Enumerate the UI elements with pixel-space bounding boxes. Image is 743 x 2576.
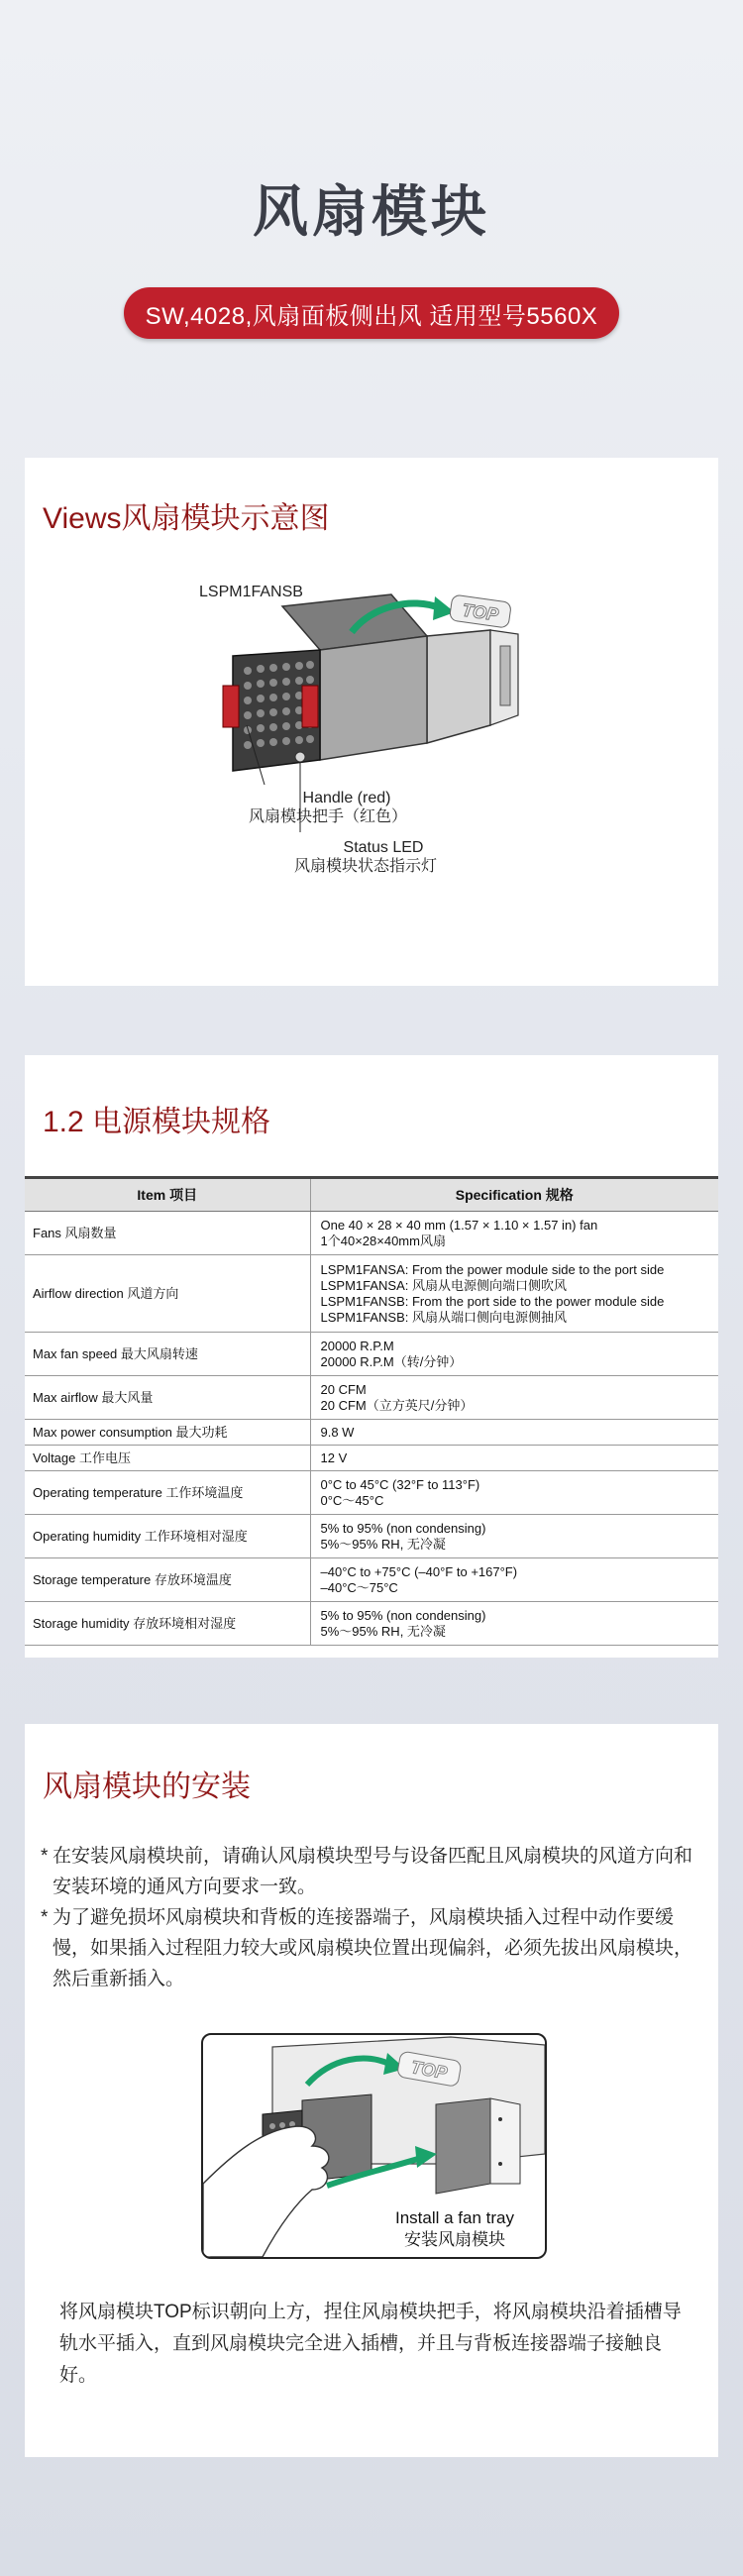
install-note-2 — [41, 1902, 694, 1994]
spec-section-title: 1.2 电源模块规格 — [43, 1106, 271, 1138]
table-row — [25, 1212, 718, 1255]
table-row — [25, 1255, 718, 1333]
row-spec: 9.8 W — [310, 1420, 718, 1446]
table-row — [25, 1558, 718, 1602]
column-header-item: Item 项目 — [25, 1178, 310, 1212]
install-note-1 — [41, 1841, 694, 1902]
row-item: Storage humidity 存放环境相对湿度 — [25, 1602, 310, 1646]
handle-label-en: Handle (red) — [302, 790, 391, 806]
handle-label — [249, 789, 408, 826]
page-title: 风扇模块 — [253, 180, 490, 243]
row-spec: –40°C to +75°C (–40°F to +167°F) –40°C～75°C — [310, 1558, 718, 1602]
row-item: Operating temperature 工作环境温度 — [25, 1471, 310, 1515]
status-led-label-en: Status LED — [343, 839, 424, 856]
row-spec: 20000 R.P.M 20000 R.P.M（转/分钟） — [310, 1333, 718, 1376]
install-top-label: TOP — [409, 2057, 449, 2084]
install-paragraph: 将风扇模块TOP标识朝向上方，捏住风扇模块把手，将风扇模块沿着插槽导轨水平插入，直到风扇模块完全进入插槽，并且与背板连接器端子接触良好。 — [59, 2302, 682, 2386]
status-led-label-cn: 风扇模块状态指示灯 — [294, 858, 438, 875]
row-item: Storage temperature 存放环境温度 — [25, 1558, 310, 1602]
hand-icon — [203, 2126, 329, 2257]
row-spec: 0°C to 45°C (32°F to 113°F) 0°C～45°C — [310, 1471, 718, 1515]
table-row — [25, 1376, 718, 1420]
spec-table — [25, 1176, 718, 1646]
row-spec: One 40 × 28 × 40 mm (1.57 × 1.10 × 1.57 in) fan 1个40×28×40mm风扇 — [310, 1212, 718, 1255]
table-row — [25, 1420, 718, 1446]
note-text: 在安装风扇模块前，请确认风扇模块型号与设备匹配且风扇模块的风道方向和安装环境的通风方向要求一致。 — [53, 1846, 693, 1897]
row-item: Voltage 工作电压 — [25, 1446, 310, 1471]
note-star: * — [41, 1907, 49, 1928]
install-card — [25, 1724, 718, 2457]
spec-card — [25, 1055, 718, 1658]
views-card — [25, 458, 718, 986]
note-star: * — [41, 1846, 49, 1867]
top-label: TOP — [461, 599, 500, 625]
subtitle-badge: SW,4028,风扇面板侧出风 适用型号5560X — [124, 287, 619, 339]
row-spec: 20 CFM 20 CFM（立方英尺/分钟） — [310, 1376, 718, 1420]
table-row — [25, 1333, 718, 1376]
table-row — [25, 1446, 718, 1471]
row-item: Max power consumption 最大功耗 — [25, 1420, 310, 1446]
row-item: Airflow direction 风道方向 — [25, 1255, 310, 1333]
status-led-label — [294, 838, 438, 876]
row-item: Operating humidity 工作环境相对湿度 — [25, 1515, 310, 1558]
install-caption-en: Install a fan tray — [395, 2208, 515, 2227]
row-item: Max airflow 最大风量 — [25, 1376, 310, 1420]
install-section-title: 风扇模块的安装 — [43, 1771, 251, 1803]
fan-module-diagram — [199, 577, 560, 894]
row-item: Fans 风扇数量 — [25, 1212, 310, 1255]
row-spec: 12 V — [310, 1446, 718, 1471]
row-spec: 5% to 95% (non condensing) 5%～95% RH, 无冷凝 — [310, 1602, 718, 1646]
status-led-icon — [295, 752, 305, 762]
note-text: 为了避免损坏风扇模块和背板的连接器端子，风扇模块插入过程中动作要缓慢，如果插入过程阻力较大或风扇模块位置出现偏斜，必须先拔出风扇模块，然后重新插入。 — [53, 1907, 693, 1989]
row-spec: 5% to 95% (non condensing) 5%～95% RH, 无冷凝 — [310, 1515, 718, 1558]
column-header-spec: Specification 规格 — [310, 1178, 718, 1212]
row-item: Max fan speed 最大风扇转速 — [25, 1333, 310, 1376]
table-row — [25, 1515, 718, 1558]
spec-table-header — [25, 1178, 718, 1212]
table-row — [25, 1471, 718, 1515]
install-caption-cn: 安装风扇模块 — [404, 2230, 505, 2249]
handle-label-cn: 风扇模块把手（红色） — [249, 808, 408, 825]
views-section-title: Views风扇模块示意图 — [43, 502, 330, 535]
table-row — [25, 1602, 718, 1646]
row-spec: LSPM1FANSA: From the power module side to the port side LSPM1FANSA: 风扇从电源侧向端口侧吹风 LSPM1FANSB: From the port side to the power module side LSPM1FANSB: 风扇从端口侧向电源侧抽风 — [310, 1255, 718, 1333]
model-label: LSPM1FANSB — [199, 584, 303, 600]
install-caption-block — [395, 2207, 514, 2251]
